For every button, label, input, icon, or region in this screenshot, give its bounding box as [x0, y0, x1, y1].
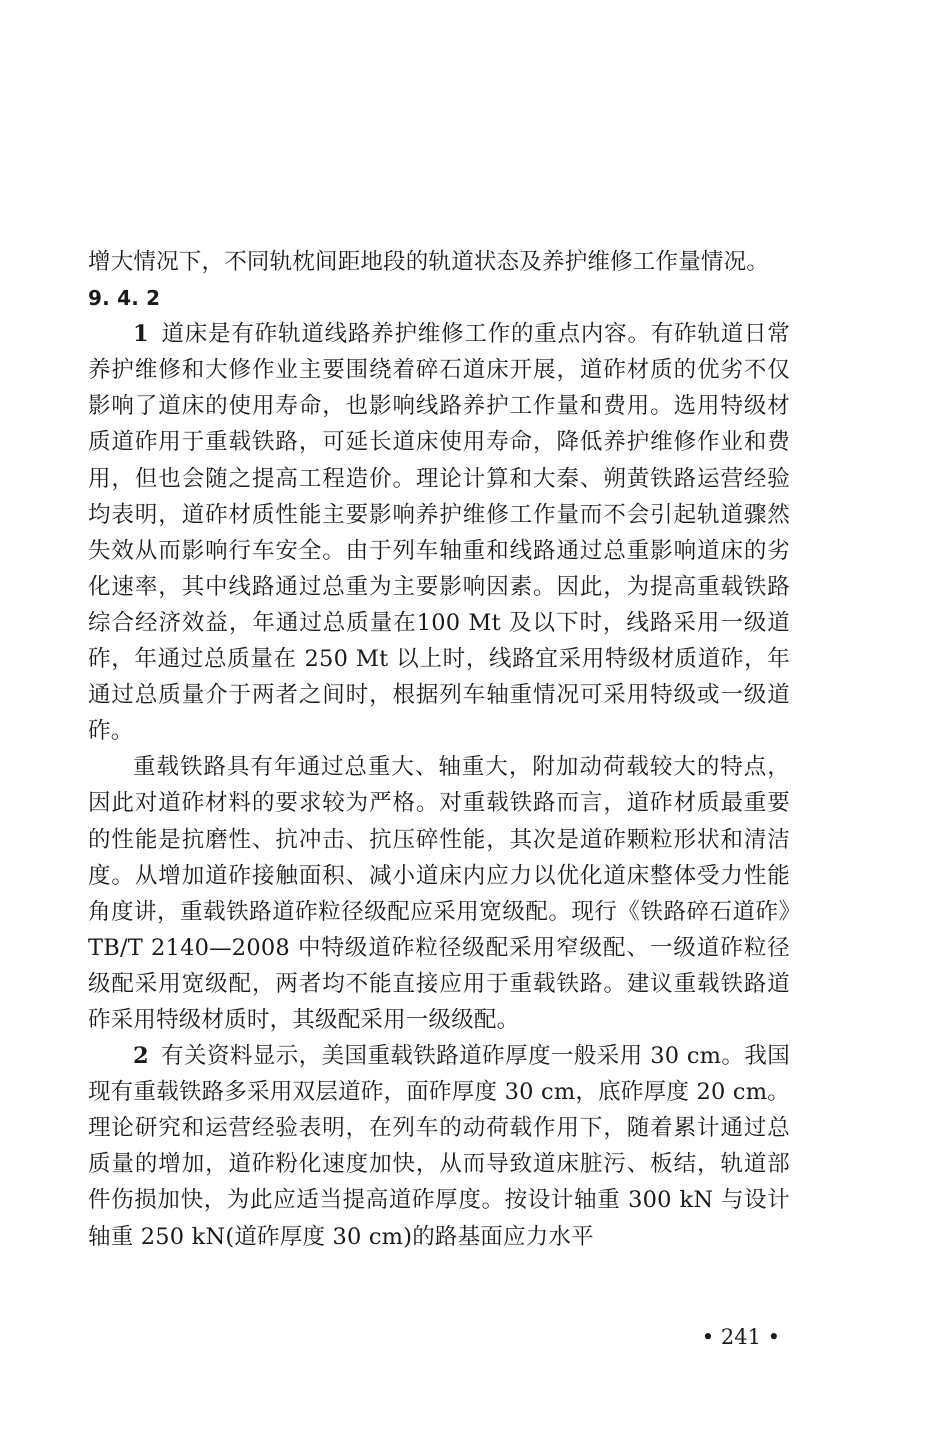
page-number: • 241 •: [701, 1325, 780, 1349]
item-2-paragraph-1: [88, 1038, 790, 1255]
continuation-paragraph: 增大情况下，不同轨枕间距地段的轨道状态及养护维修工作量情况。: [88, 249, 770, 275]
item-1-number: 1: [133, 321, 149, 348]
section-number: 9. 4. 2: [88, 286, 161, 311]
item-1-paragraph-1: [88, 316, 790, 749]
item-2-paragraph-1-text: 有关资料显示，美国重载铁路道砟厚度一般采用 30 cm。我国现有重载铁路多采用双层道砟，面砟厚度 30 cm，底砟厚度 20 cm。理论研究和运营经验表明，在列车的动荷载作用下，随着累计通过总质量的增加，道砟粉化速度加快，从而导致道床脏污、板结，轨道部件伤损加快，为此应适当提高道砟厚度。按设计轴重 300 kN 与设计轴重 250 kN(道砟厚度 30 cm)的路基面应力水平: [88, 1043, 790, 1250]
body-text: [88, 244, 790, 1255]
item-2-number: 2: [133, 1043, 149, 1070]
item-1-paragraph-1-text: 道床是有砟轨道线路养护维修工作的重点内容。有砟轨道日常养护维修和大修作业主要围绕着碎石道床开展，道砟材质的优劣不仅影响了道床的使用寿命，也影响线路养护工作量和费用。选用特级材质道砟用于重载铁路，可延长道床使用寿命，降低养护维修作业和费用，但也会随之提高工程造价。理论计算和大秦、朔黄铁路运营经验均表明，道砟材质性能主要影响养护维修工作量而不会引起轨道骤然失效从而影响行车安全。由于列车轴重和线路通过总重影响道床的劣化速率，其中线路通过总重为主要影响因素。因此，为提高重载铁路综合经济效益，年通过总质量在100 Mt 及以下时，线路采用一级道砟，年通过总质量在 250 Mt 以上时，线路宜采用特级材质道砟，年通过总质量介于两者之间时，根据列车轴重情况可采用特级或一级道砟。: [88, 321, 790, 745]
item-1-paragraph-2: 重载铁路具有年通过总重大、轴重大，附加动荷载较大的特点，因此对道砟材料的要求较为严格。对重载铁路而言，道砟材质最重要的性能是抗磨性、抗冲击、抗压碎性能，其次是道砟颗粒形状和清洁度。从增加道砟接触面积、减小道床内应力以优化道床整体受力性能角度讲，重载铁路道砟粒径级配应采用宽级配。现行《铁路碎石道砟》TB/T 2140—2008 中特级道砟粒径级配采用窄级配、一级道砟粒径级配采用宽级配，两者均不能直接应用于重载铁路。建议重载铁路道砟采用特级材质时，其级配采用一级级配。: [88, 754, 790, 1033]
